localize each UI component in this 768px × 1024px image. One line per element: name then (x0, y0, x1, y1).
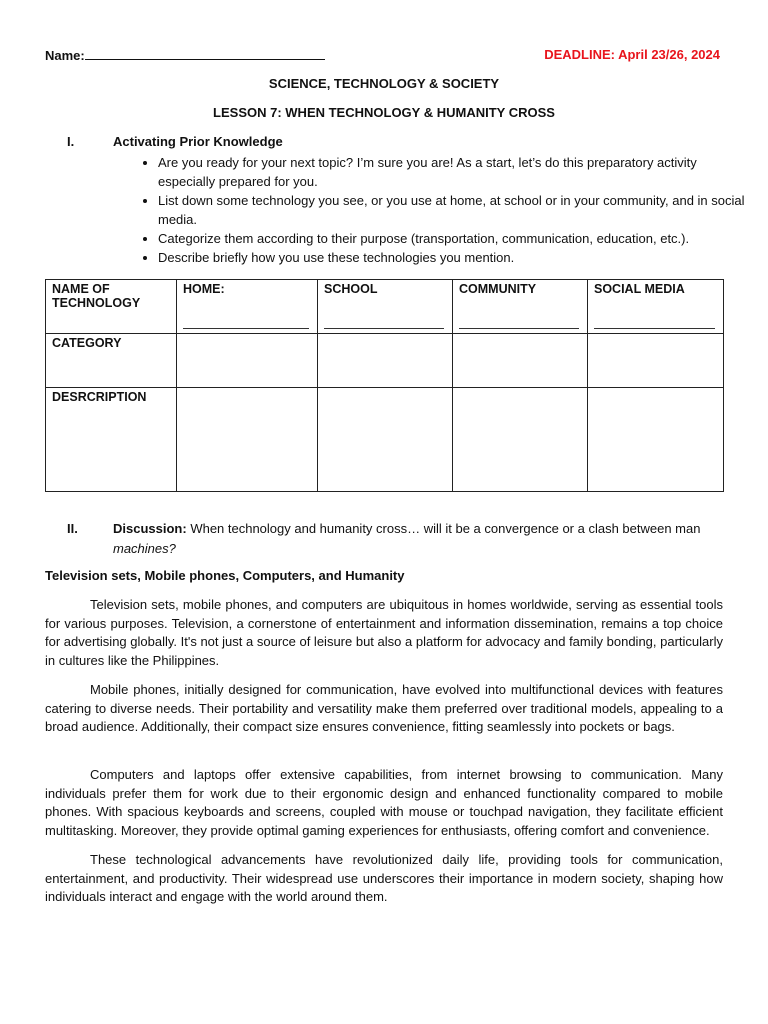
answer-line[interactable] (459, 328, 579, 329)
list-item: • List down some technology you see, or you use at home, at school or in your community, and in social media. (158, 191, 748, 229)
paragraph: Computers and laptops offer extensive capabilities, from internet browsing to communication. Many individuals prefer them for work due to their ergonomic design and enhanced functionality compared to mobile phones. With spacious keyboards and screens, coupled with mouse or touchpad navigation, they facilitate efficient multitasking. Moreover, they provide optimal gaming experiences for enthusiasts, offering comfort and convenience. (45, 767, 723, 838)
section-2 (67, 519, 727, 559)
answer-cell[interactable] (453, 334, 588, 388)
technology-table (45, 279, 724, 492)
table-row (46, 388, 724, 492)
list-item: • Are you ready for your next topic? I’m sure you are! As a start, let’s do this preparatory activity especially prepared for you. (158, 153, 748, 191)
list-item: • Describe briefly how you use these technologies you mention. (158, 248, 748, 267)
answer-cell[interactable] (588, 388, 724, 492)
course-title: SCIENCE, TECHNOLOGY & SOCIETY (268, 76, 500, 91)
section-1-number: I. (67, 134, 75, 149)
discussion-subheading: Television sets, Mobile phones, Computers, and Humanity (45, 568, 405, 583)
header-cell-social-media[interactable] (588, 280, 724, 334)
header-cell-label: SOCIAL MEDIA (594, 282, 685, 296)
lesson-title: LESSON 7: WHEN TECHNOLOGY & HUMANITY CROSS (213, 105, 555, 120)
section-2-text-italic: machines? (113, 541, 176, 556)
list-item: • Categorize them according to their purpose (transportation, communication, education, etc.). (158, 229, 748, 248)
answer-line[interactable] (183, 328, 309, 329)
answer-cell[interactable] (177, 334, 318, 388)
table-header-row (46, 280, 724, 334)
row-label-category: CATEGORY (46, 334, 177, 388)
answer-line[interactable] (324, 328, 444, 329)
header-cell-name: NAME OF TECHNOLOGY (46, 280, 177, 334)
section-2-label: Discussion: (113, 521, 187, 536)
section-2-text: When technology and humanity cross… will it be a convergence or a clash between man (190, 521, 701, 536)
header-row (45, 47, 723, 65)
row-label-description: DESRCRIPTION (46, 388, 177, 492)
answer-cell[interactable] (318, 334, 453, 388)
answer-cell[interactable] (588, 334, 724, 388)
answer-cell[interactable] (453, 388, 588, 492)
answer-cell[interactable] (318, 388, 453, 492)
instruction-list (135, 153, 748, 267)
paragraph: These technological advancements have revolutionized daily life, providing tools for communication, entertainment, and productivity. Their widespread use underscores their importance in modern society, shaping how individuals interact and engage with the world around them. (45, 852, 723, 905)
header-cell-label: COMMUNITY (459, 282, 537, 296)
name-blank-line[interactable] (85, 47, 325, 60)
section-2-body (113, 519, 727, 559)
section-1-title: Activating Prior Knowledge (113, 134, 283, 149)
section-2-number: II. (67, 521, 78, 536)
name-field[interactable] (45, 47, 325, 63)
header-cell-community[interactable] (453, 280, 588, 334)
header-cell-label: SCHOOL (324, 282, 378, 296)
header-cell-home[interactable] (177, 280, 318, 334)
paragraph: Television sets, mobile phones, and computers are ubiquitous in homes worldwide, serving as essential tools for various purposes. Television, a cornerstone of entertainment and information dissemination, remains a top choice for advertising globally. It's not just a source of leisure but also a platform for advocacy and family bonding, particularly in cultures like the Philippines. (45, 597, 723, 668)
header-cell-school[interactable] (318, 280, 453, 334)
answer-cell[interactable] (177, 388, 318, 492)
table-row (46, 334, 724, 388)
answer-line[interactable] (594, 328, 715, 329)
paragraph: Mobile phones, initially designed for communication, have evolved into multifunctional devices with features catering to diverse needs. Their portability and versatility make them preferred over traditional models, appealing to a broad audience. Additionally, their compact size ensures convenience, fitting seamlessly into pockets or bags. (45, 682, 723, 735)
header-cell-label: HOME: (183, 282, 225, 296)
name-label: Name: (45, 48, 85, 63)
deadline-text: DEADLINE: April 23/26, 2024 (544, 47, 720, 62)
